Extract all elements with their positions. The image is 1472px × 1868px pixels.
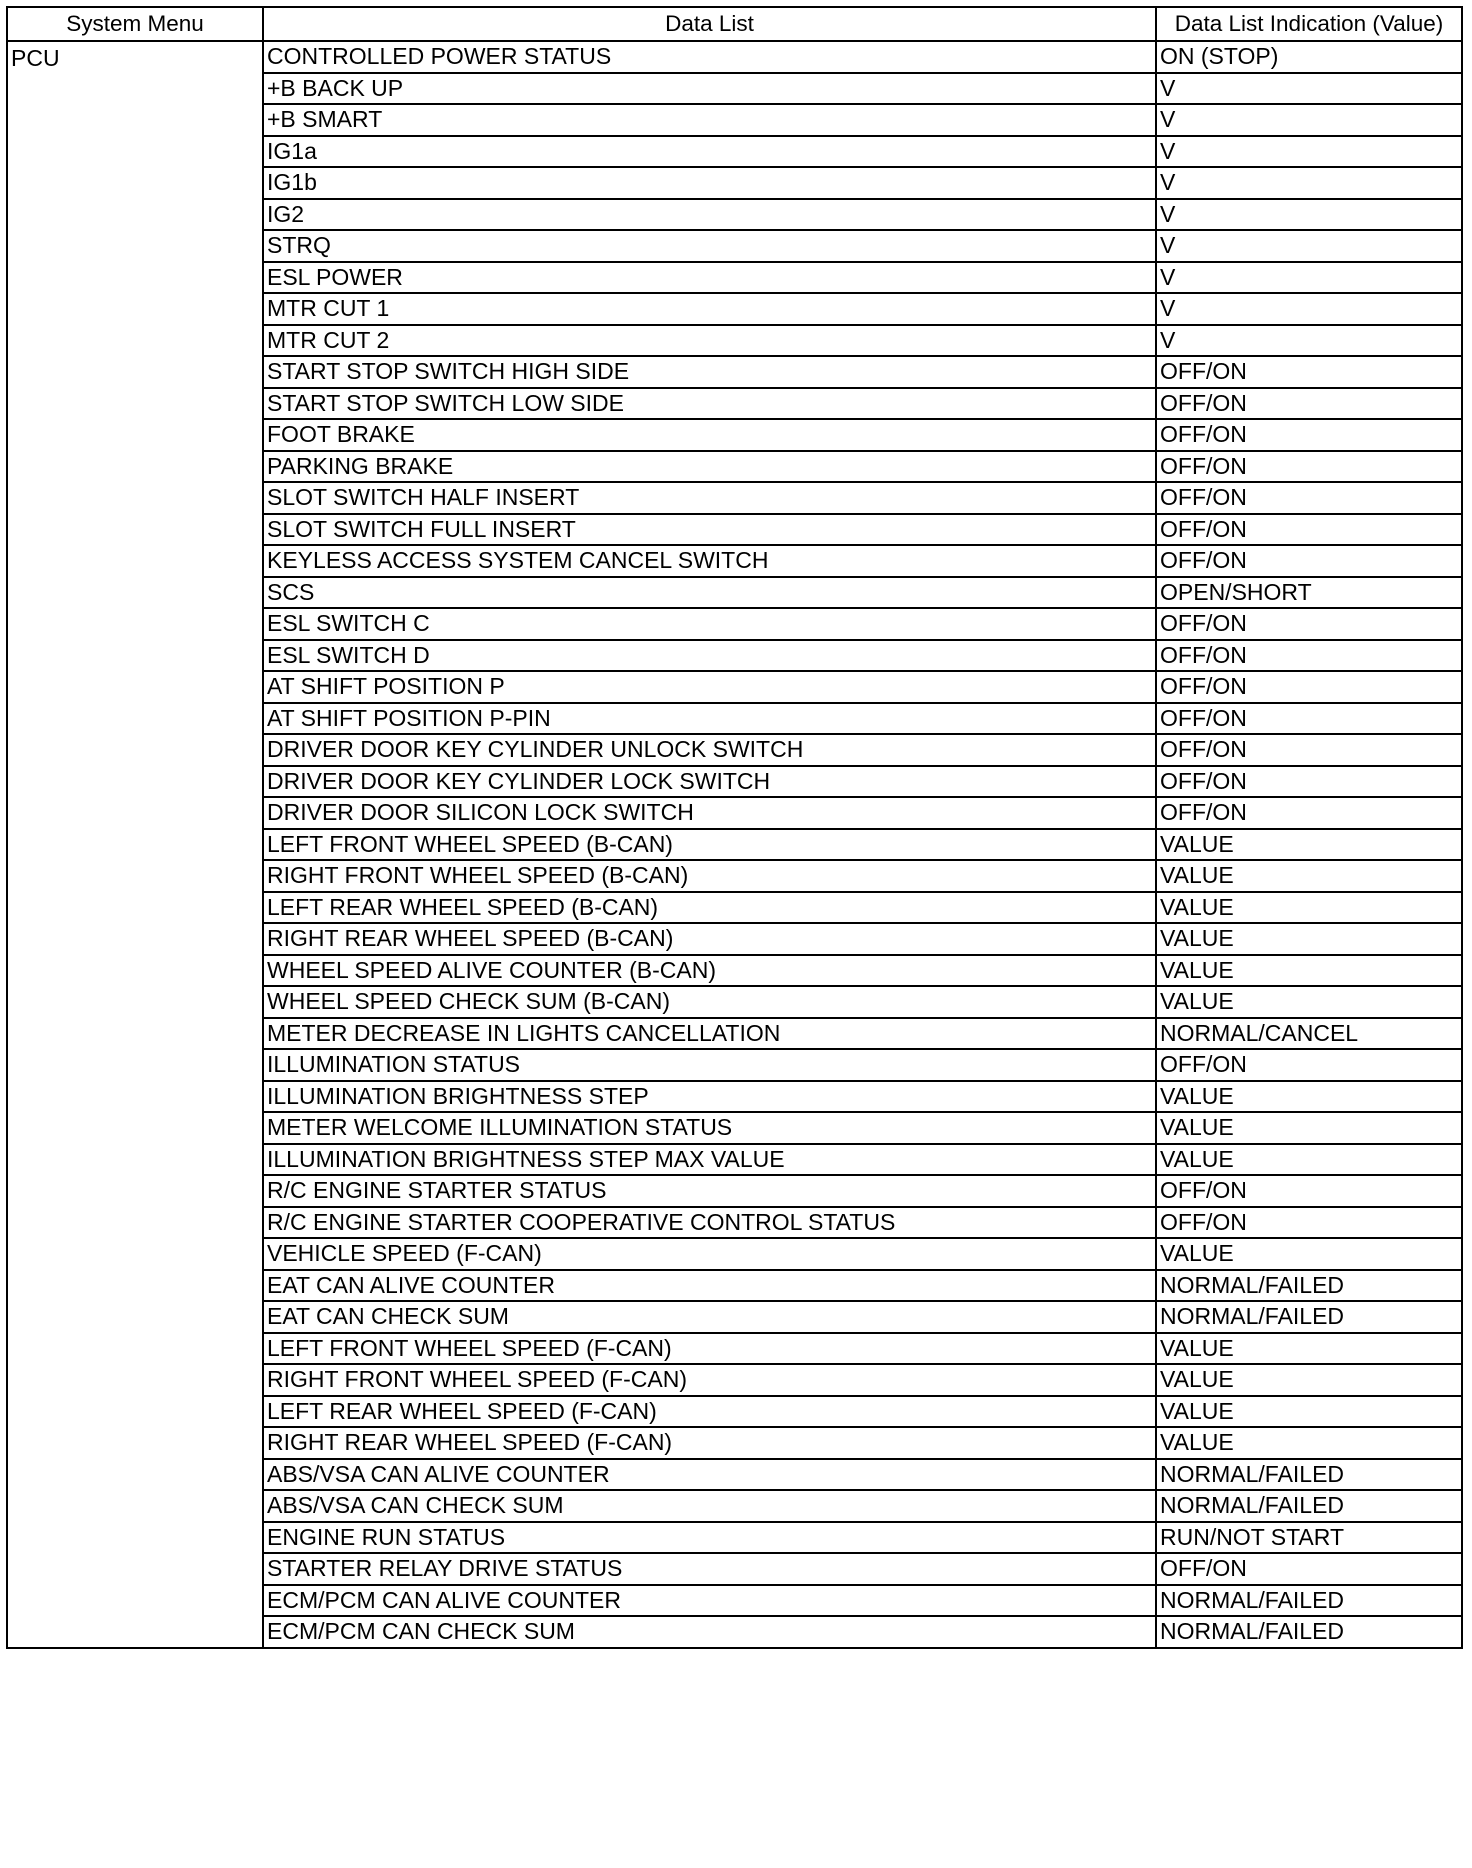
indication-value: OFF/ON (1156, 1049, 1462, 1081)
data-list-item: ECM/PCM CAN CHECK SUM (263, 1616, 1156, 1648)
header-row (7, 7, 1462, 41)
header-indication: Data List Indication (Value) (1156, 7, 1462, 41)
data-list-item: MTR CUT 1 (263, 293, 1156, 325)
data-list-item: +B SMART (263, 104, 1156, 136)
table-body (7, 41, 1462, 1648)
data-list-sheet (6, 6, 1461, 1863)
data-list-item: RIGHT REAR WHEEL SPEED (F-CAN) (263, 1427, 1156, 1459)
indication-value: NORMAL/FAILED (1156, 1270, 1462, 1302)
indication-value: OFF/ON (1156, 545, 1462, 577)
indication-value: V (1156, 262, 1462, 294)
table-row (7, 41, 1462, 73)
indication-value: NORMAL/FAILED (1156, 1616, 1462, 1648)
data-list-item: START STOP SWITCH LOW SIDE (263, 388, 1156, 420)
indication-value: VALUE (1156, 1396, 1462, 1428)
indication-value: VALUE (1156, 923, 1462, 955)
indication-value: OFF/ON (1156, 356, 1462, 388)
indication-value: OFF/ON (1156, 1175, 1462, 1207)
data-list-item: RIGHT REAR WHEEL SPEED (B-CAN) (263, 923, 1156, 955)
data-list-item: ILLUMINATION BRIGHTNESS STEP MAX VALUE (263, 1144, 1156, 1176)
indication-value: V (1156, 167, 1462, 199)
data-list-item: MTR CUT 2 (263, 325, 1156, 357)
indication-value: VALUE (1156, 860, 1462, 892)
data-list-item: SLOT SWITCH FULL INSERT (263, 514, 1156, 546)
data-list-item: ABS/VSA CAN CHECK SUM (263, 1490, 1156, 1522)
data-list-item: ESL POWER (263, 262, 1156, 294)
indication-value: RUN/NOT START (1156, 1522, 1462, 1554)
indication-value: OFF/ON (1156, 734, 1462, 766)
indication-value: OFF/ON (1156, 797, 1462, 829)
indication-value: ON (STOP) (1156, 41, 1462, 73)
data-list-item: WHEEL SPEED CHECK SUM (B-CAN) (263, 986, 1156, 1018)
data-list-item: RIGHT FRONT WHEEL SPEED (B-CAN) (263, 860, 1156, 892)
data-list-item: CONTROLLED POWER STATUS (263, 41, 1156, 73)
data-list-item: EAT CAN ALIVE COUNTER (263, 1270, 1156, 1302)
data-list-item: RIGHT FRONT WHEEL SPEED (F-CAN) (263, 1364, 1156, 1396)
indication-value: VALUE (1156, 1427, 1462, 1459)
indication-value: VALUE (1156, 1238, 1462, 1270)
indication-value: OFF/ON (1156, 514, 1462, 546)
data-list-item: ILLUMINATION STATUS (263, 1049, 1156, 1081)
data-list-item: LEFT REAR WHEEL SPEED (F-CAN) (263, 1396, 1156, 1428)
data-list-item: ABS/VSA CAN ALIVE COUNTER (263, 1459, 1156, 1491)
data-list-item: AT SHIFT POSITION P (263, 671, 1156, 703)
header-data-list: Data List (263, 7, 1156, 41)
data-list-item: ESL SWITCH C (263, 608, 1156, 640)
data-list-item: R/C ENGINE STARTER COOPERATIVE CONTROL STATUS (263, 1207, 1156, 1239)
data-list-item: R/C ENGINE STARTER STATUS (263, 1175, 1156, 1207)
indication-value: OFF/ON (1156, 703, 1462, 735)
indication-value: NORMAL/FAILED (1156, 1459, 1462, 1491)
header-system-menu: System Menu (7, 7, 263, 41)
indication-value: V (1156, 136, 1462, 168)
data-list-item: KEYLESS ACCESS SYSTEM CANCEL SWITCH (263, 545, 1156, 577)
indication-value: OFF/ON (1156, 766, 1462, 798)
data-list-item: WHEEL SPEED ALIVE COUNTER (B-CAN) (263, 955, 1156, 987)
indication-value: V (1156, 104, 1462, 136)
data-list-item: FOOT BRAKE (263, 419, 1156, 451)
data-list-item: LEFT FRONT WHEEL SPEED (F-CAN) (263, 1333, 1156, 1365)
data-list-item: DRIVER DOOR SILICON LOCK SWITCH (263, 797, 1156, 829)
data-list-item: IG1a (263, 136, 1156, 168)
indication-value: V (1156, 199, 1462, 231)
data-list-item: STARTER RELAY DRIVE STATUS (263, 1553, 1156, 1585)
data-list-item: EAT CAN CHECK SUM (263, 1301, 1156, 1333)
system-menu-cell: PCU (7, 41, 263, 1648)
data-list-item: ENGINE RUN STATUS (263, 1522, 1156, 1554)
indication-value: OFF/ON (1156, 482, 1462, 514)
indication-value: OFF/ON (1156, 388, 1462, 420)
indication-value: OFF/ON (1156, 608, 1462, 640)
indication-value: VALUE (1156, 1081, 1462, 1113)
data-list-item: LEFT REAR WHEEL SPEED (B-CAN) (263, 892, 1156, 924)
data-list-item: STRQ (263, 230, 1156, 262)
data-list-item: IG1b (263, 167, 1156, 199)
data-list-table (6, 6, 1463, 1649)
indication-value: NORMAL/CANCEL (1156, 1018, 1462, 1050)
data-list-item: PARKING BRAKE (263, 451, 1156, 483)
indication-value: NORMAL/FAILED (1156, 1585, 1462, 1617)
indication-value: V (1156, 73, 1462, 105)
indication-value: V (1156, 293, 1462, 325)
indication-value: VALUE (1156, 829, 1462, 861)
indication-value: V (1156, 230, 1462, 262)
indication-value: VALUE (1156, 1144, 1462, 1176)
data-list-item: START STOP SWITCH HIGH SIDE (263, 356, 1156, 388)
indication-value: VALUE (1156, 1364, 1462, 1396)
data-list-item: ILLUMINATION BRIGHTNESS STEP (263, 1081, 1156, 1113)
data-list-item: ESL SWITCH D (263, 640, 1156, 672)
data-list-item: DRIVER DOOR KEY CYLINDER LOCK SWITCH (263, 766, 1156, 798)
data-list-item: +B BACK UP (263, 73, 1156, 105)
indication-value: NORMAL/FAILED (1156, 1301, 1462, 1333)
indication-value: VALUE (1156, 955, 1462, 987)
data-list-item: ECM/PCM CAN ALIVE COUNTER (263, 1585, 1156, 1617)
indication-value: VALUE (1156, 1112, 1462, 1144)
indication-value: OFF/ON (1156, 1207, 1462, 1239)
data-list-item: METER WELCOME ILLUMINATION STATUS (263, 1112, 1156, 1144)
indication-value: OFF/ON (1156, 419, 1462, 451)
indication-value: OFF/ON (1156, 671, 1462, 703)
data-list-item: LEFT FRONT WHEEL SPEED (B-CAN) (263, 829, 1156, 861)
indication-value: VALUE (1156, 986, 1462, 1018)
indication-value: OFF/ON (1156, 640, 1462, 672)
data-list-item: AT SHIFT POSITION P-PIN (263, 703, 1156, 735)
indication-value: NORMAL/FAILED (1156, 1490, 1462, 1522)
indication-value: OFF/ON (1156, 1553, 1462, 1585)
indication-value: V (1156, 325, 1462, 357)
indication-value: VALUE (1156, 892, 1462, 924)
indication-value: OFF/ON (1156, 451, 1462, 483)
indication-value: VALUE (1156, 1333, 1462, 1365)
data-list-item: IG2 (263, 199, 1156, 231)
data-list-item: SCS (263, 577, 1156, 609)
indication-value: OPEN/SHORT (1156, 577, 1462, 609)
data-list-item: VEHICLE SPEED (F-CAN) (263, 1238, 1156, 1270)
data-list-item: METER DECREASE IN LIGHTS CANCELLATION (263, 1018, 1156, 1050)
data-list-item: DRIVER DOOR KEY CYLINDER UNLOCK SWITCH (263, 734, 1156, 766)
data-list-item: SLOT SWITCH HALF INSERT (263, 482, 1156, 514)
